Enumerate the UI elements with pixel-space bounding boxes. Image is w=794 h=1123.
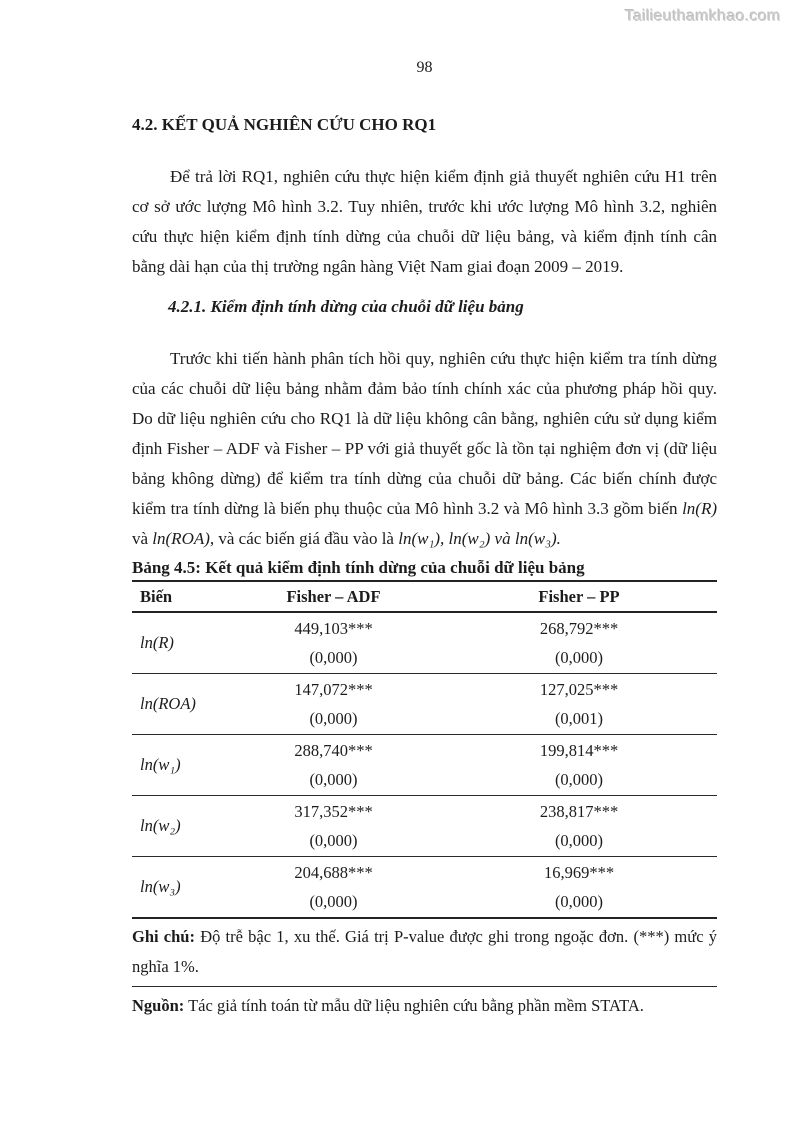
variable-label: ln(w₂) (140, 816, 181, 835)
variable-ln-w: ln(w₁), ln(w₂) và ln(w₃). (398, 529, 561, 548)
section-heading: 4.2. KẾT QUẢ NGHIÊN CỨU CHO RQ1 (132, 115, 437, 134)
adf-pvalue: (0,000) (309, 892, 358, 911)
variable-label: ln(w₃) (140, 877, 181, 896)
adf-cell (226, 674, 441, 734)
pp-statistic: 16,969*** (543, 863, 615, 882)
pp-pvalue: (0,000) (554, 648, 604, 667)
adf-pvalue: (0,000) (309, 770, 358, 789)
pp-pvalue: (0,000) (554, 831, 604, 850)
pp-cell (441, 735, 717, 795)
pp-statistic: 238,817*** (539, 802, 619, 821)
variable-label: ln(ROA) (140, 694, 196, 713)
pp-pvalue: (0,000) (554, 770, 604, 789)
note-label: Ghi chú: (132, 927, 195, 946)
variable-ln-roa: ln(ROA) (152, 529, 210, 548)
header-variable: Biến (140, 587, 173, 606)
adf-statistic: 204,688*** (294, 863, 373, 882)
table-row (132, 735, 717, 796)
paragraph-method-text: Trước khi tiến hành phân tích hồi quy, nghiên cứu thực hiện kiểm tra tính dừng của các chuỗi dữ liệu bảng nhằm đảm bảo tính chính xác của phương pháp hồi quy. Do dữ liệu nghiên cứu cho RQ1 là dữ liệu không cân bằng, nghiên cứu sử dụng kiểm định Fisher – ADF và Fisher – PP với giả thuyết gốc là tồn tại nghiệm đơn vị (dữ liệu bảng không dừng) để kiểm tra tính dừng của chuỗi dữ bảng. Các biến chính được kiểm tra tính dừng là biến phụ thuộc của Mô hình 3.2 và Mô hình 3.3 gồm biến (132, 349, 717, 518)
paragraph-method-text: và (132, 529, 153, 548)
table-notes (132, 919, 717, 987)
adf-statistic: 288,740*** (294, 741, 373, 760)
variable-label: ln(R) (140, 633, 174, 652)
paragraph-method (132, 344, 717, 554)
pp-statistic: 127,025*** (539, 680, 619, 699)
adf-pvalue: (0,000) (309, 709, 358, 728)
table-caption: Bảng 4.5: Kết quả kiểm định tính dừng của chuỗi dữ liệu bảng (132, 558, 585, 577)
pp-pvalue: (0,001) (554, 709, 604, 728)
pp-statistic: 268,792*** (539, 619, 619, 638)
pp-cell (441, 674, 717, 734)
adf-pvalue: (0,000) (309, 648, 358, 667)
adf-statistic: 317,352*** (294, 802, 373, 821)
table-row (132, 613, 717, 674)
pp-pvalue: (0,000) (554, 892, 604, 911)
adf-cell (226, 857, 441, 917)
source-text: Tác giả tính toán từ mẫu dữ liệu nghiên cứu bằng phần mềm STATA. (184, 996, 644, 1015)
pp-cell (441, 796, 717, 856)
note-text: Độ trễ bậc 1, xu thế. Giá trị P-value được ghi trong ngoặc đơn. (***) mức ý nghĩa 1%. (132, 927, 717, 976)
pp-statistic: 199,814*** (539, 741, 619, 760)
pp-cell (441, 613, 717, 673)
table-row (132, 796, 717, 857)
adf-statistic: 449,103*** (294, 619, 373, 638)
adf-cell (226, 796, 441, 856)
page-number: 98 (416, 59, 433, 76)
watermark: Tailieuthamkhao.com (625, 8, 781, 25)
paragraph-intro: Để trả lời RQ1, nghiên cứu thực hiện kiểm định giả thuyết nghiên cứu H1 trên cơ sở ước lượng Mô hình 3.2. Tuy nhiên, trước khi ước lượng Mô hình 3.2, nghiên cứu thực hiện kiểm định tính dừng của chuỗi dữ liệu bảng, và kiểm định tính cân bằng dài hạn của thị trường ngân hàng Việt Nam giai đoạn 2009 – 2019. (132, 167, 717, 276)
table-row (132, 857, 717, 919)
adf-pvalue: (0,000) (309, 831, 358, 850)
adf-cell (226, 613, 441, 673)
stationarity-table (132, 580, 717, 1027)
paragraph-method-text: , và các biến giá đầu vào là (209, 529, 399, 548)
table-header-row (132, 582, 717, 613)
table-row (132, 674, 717, 735)
header-fisher-pp: Fisher – PP (538, 587, 620, 606)
table-source (132, 987, 717, 1027)
subsection-heading: 4.2.1. Kiểm định tính dừng của chuỗi dữ liệu bảng (168, 297, 524, 316)
variable-label: ln(w₁) (140, 755, 181, 774)
pp-cell (441, 857, 717, 917)
adf-statistic: 147,072*** (294, 680, 373, 699)
source-label: Nguồn: (132, 996, 185, 1015)
adf-cell (226, 735, 441, 795)
header-fisher-adf: Fisher – ADF (286, 587, 381, 606)
variable-ln-r: ln(R) (682, 499, 717, 518)
